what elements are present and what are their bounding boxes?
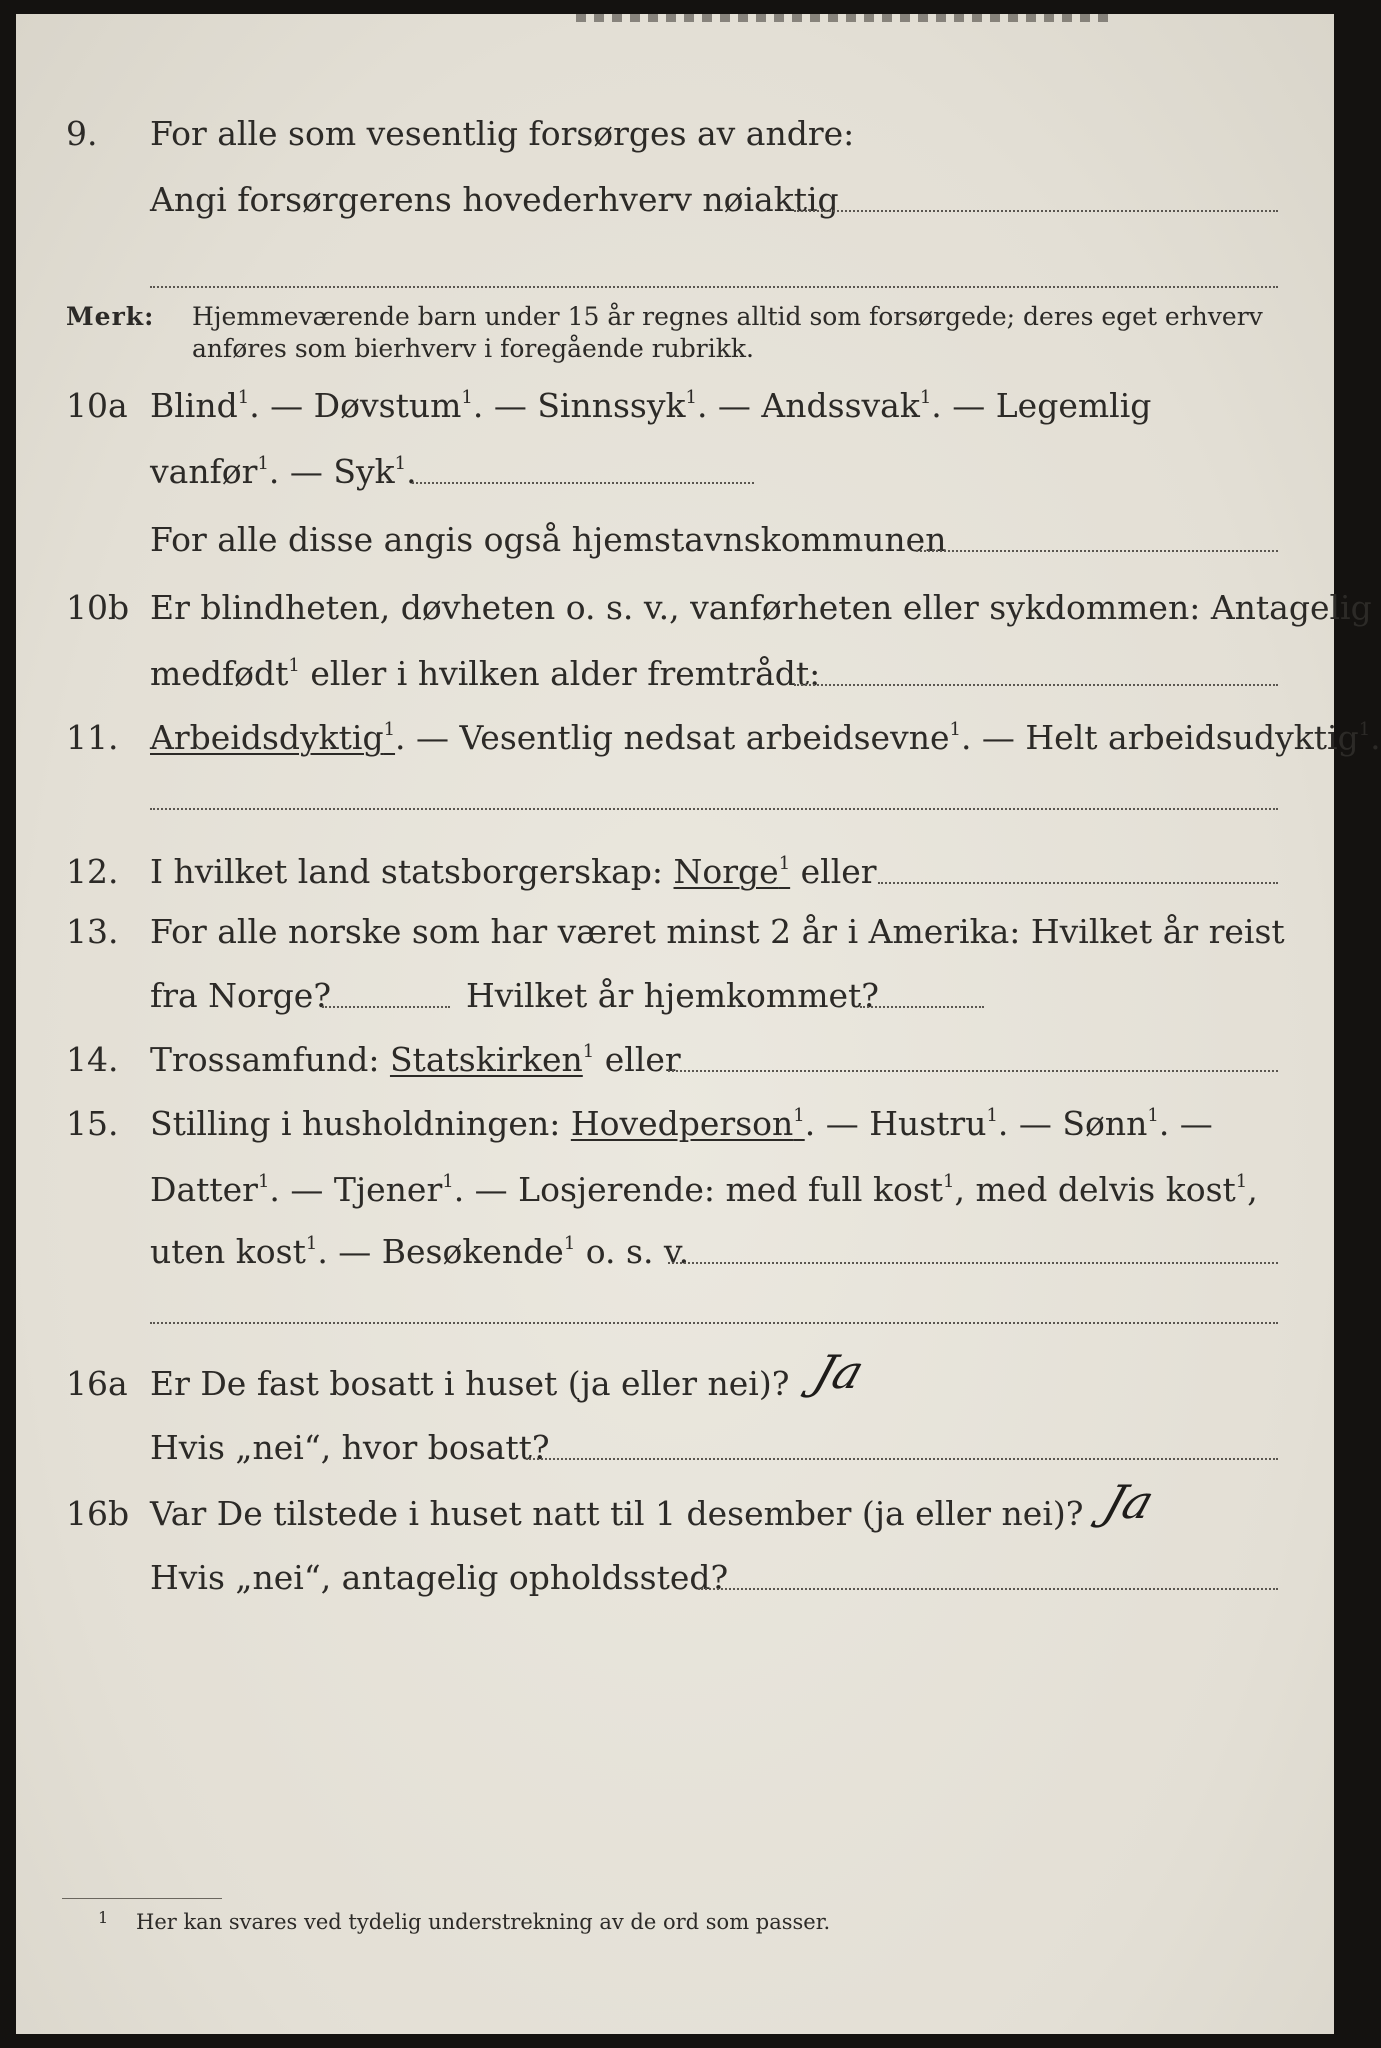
answer-line[interactable] <box>150 286 1278 288</box>
question-text: Hvis „nei“, antagelig opholdssted? <box>150 1558 729 1597</box>
question-text: For alle norske som har været minst 2 år i Amerika: Hvilket år reist <box>150 912 1285 951</box>
question-text: Hvis „nei“, hvor bosatt? <box>150 1428 550 1467</box>
question-number: 10b <box>66 588 130 627</box>
question-number: 12. <box>66 852 119 891</box>
answer-line[interactable] <box>526 1458 1278 1460</box>
question-text: Var De tilstede i huset natt til 1 desember (ja eller nei)? <box>150 1494 1084 1533</box>
footnote-rule <box>62 1898 222 1899</box>
note-text: anføres som bierhverv i foregående rubrikk. <box>192 334 754 363</box>
answer-line[interactable] <box>412 482 754 484</box>
question-text: Hvilket år hjemkommet? <box>466 976 879 1015</box>
question-number: 11. <box>66 718 119 757</box>
question-number: 16a <box>66 1364 128 1403</box>
question-text: Er blindheten, døvheten o. s. v., vanførheten eller sykdommen: Antagelig <box>150 588 1372 627</box>
note-text: Hjemmeværende barn under 15 år regnes alltid som forsørgede; deres eget erhverv <box>192 302 1263 331</box>
question-text: fra Norge? <box>150 976 332 1015</box>
question-text: Arbeidsdyktig$^1$. — Vesentlig nedsat arbeidsevne$^1$. — Helt arbeidsudyktig$^1$. <box>150 718 1381 757</box>
question-number: 10a <box>66 386 128 425</box>
answer-line[interactable] <box>668 1070 1278 1072</box>
top-edge-marks <box>576 14 1116 22</box>
footnote-text: Her kan svares ved tydelig understrekning av de ord som passer. <box>136 1910 831 1934</box>
question-text: Er De fast bosatt i huset (ja eller nei)? <box>150 1364 790 1403</box>
question-text: vanfør$^1$. — Syk$^1$. <box>150 452 417 491</box>
handwritten-answer-16a[interactable]: Ja <box>807 1345 871 1399</box>
question-number: 15. <box>66 1104 119 1143</box>
question-text: medfødt$^1$ eller i hvilken alder fremtrådt: <box>150 654 821 693</box>
question-text: Blind$^1$. — Døvstum$^1$. — Sinnssyk$^1$. — Andssvak$^1$. — Legemlig <box>150 386 1152 425</box>
question-text: Datter$^1$. — Tjener$^1$. — Losjerende: med full kost$^1$, med delvis kost$^1$, <box>150 1170 1258 1209</box>
question-number: 14. <box>66 1040 119 1079</box>
answer-line[interactable] <box>916 550 1278 552</box>
answer-line-returned[interactable] <box>860 1006 984 1008</box>
question-text: Trossamfund: Statskirken$^1$ eller <box>150 1040 681 1079</box>
answer-line[interactable] <box>878 882 1278 884</box>
footnote-mark: 1 <box>98 1908 109 1927</box>
question-text: For alle disse angis også hjemstavnskommunen <box>150 520 947 559</box>
question-text: For alle som vesentlig forsørges av andre: <box>150 114 855 153</box>
answer-line[interactable] <box>794 684 1278 686</box>
census-form-page <box>16 14 1381 2034</box>
question-text: I hvilket land statsborgerskap: Norge$^1$ eller <box>150 852 877 891</box>
question-text: Stilling i husholdningen: Hovedperson$^1$. — Hustru$^1$. — Sønn$^1$. — <box>150 1104 1213 1143</box>
question-text: uten kost$^1$. — Besøkende$^1$ o. s. v. <box>150 1232 690 1271</box>
note-label: Merk: <box>66 302 155 331</box>
question-number: 13. <box>66 912 119 951</box>
answer-line[interactable] <box>668 1262 1278 1264</box>
question-text: Angi forsørgerens hovederhverv nøiaktig <box>150 180 839 219</box>
question-number: 9. <box>66 114 98 153</box>
answer-line[interactable] <box>698 1588 1278 1590</box>
question-number: 16b <box>66 1494 130 1533</box>
answer-line[interactable] <box>794 210 1278 212</box>
answer-line[interactable] <box>150 808 1278 810</box>
answer-line[interactable] <box>150 1322 1278 1324</box>
handwritten-answer-16b[interactable]: Ja <box>1097 1475 1161 1529</box>
answer-line-departed[interactable] <box>322 1006 450 1008</box>
